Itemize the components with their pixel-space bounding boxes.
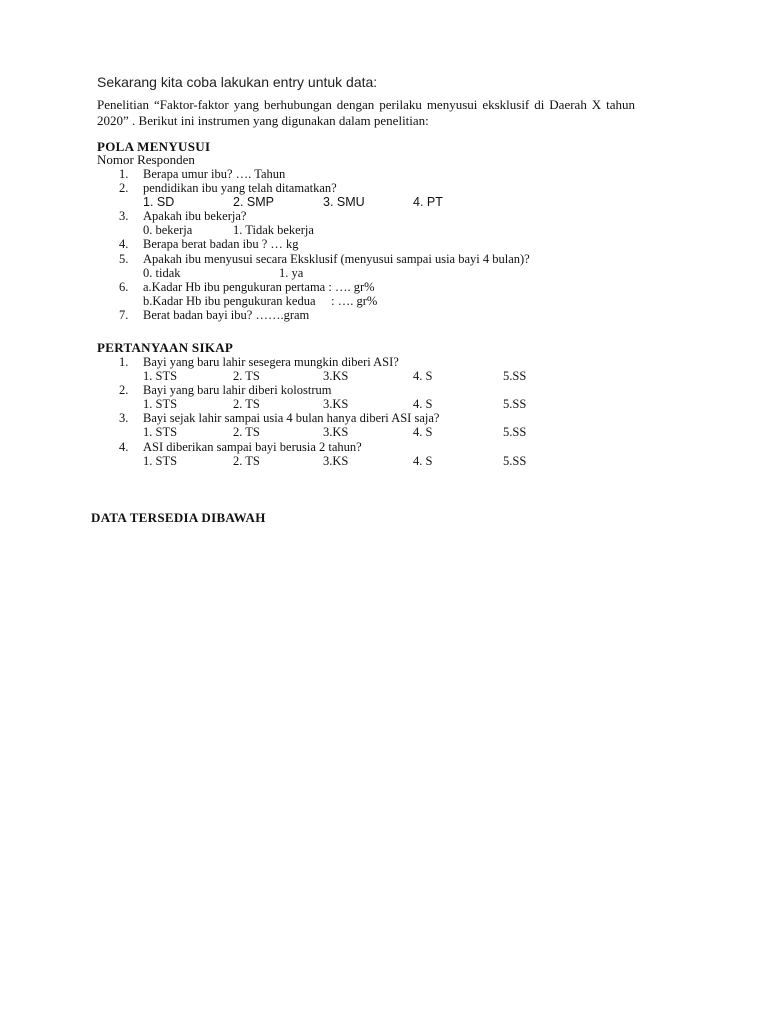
list-item bbox=[97, 294, 657, 308]
answer-option: 3. SMU bbox=[323, 195, 365, 210]
question-text: Bayi yang baru lahir sesegera mungkin diberi ASI? bbox=[143, 355, 399, 369]
scale-option: 2. TS bbox=[233, 369, 260, 384]
question-text: Berapa berat badan ibu ? … kg bbox=[143, 237, 299, 252]
list-item bbox=[97, 308, 657, 322]
list-item bbox=[97, 383, 657, 397]
scale-option: 5.SS bbox=[503, 369, 527, 384]
answer-option: 1. SD bbox=[143, 195, 175, 210]
question-text: ASI diberikan sampai bayi berusia 2 tahun? bbox=[143, 439, 362, 454]
scale-option: 3.KS bbox=[323, 397, 349, 412]
item-number: 3. bbox=[119, 209, 129, 224]
question-text: pendidikan ibu yang telah ditamatkan? bbox=[143, 181, 337, 196]
scale-option: 4. S bbox=[413, 369, 433, 384]
item-number: 6. bbox=[119, 279, 129, 294]
item-number: 2. bbox=[119, 181, 129, 196]
list-item bbox=[97, 440, 657, 454]
scale-options-row bbox=[97, 369, 657, 383]
item-number: 4. bbox=[119, 237, 129, 252]
answer-option: 0. tidak bbox=[143, 265, 181, 280]
scale-option: 4. S bbox=[413, 453, 433, 468]
list-item bbox=[97, 237, 657, 251]
answer-option: 1. ya bbox=[279, 265, 304, 280]
scale-option: 2. TS bbox=[233, 453, 260, 468]
question-text: b.Kadar Hb ibu pengukuran kedua : …. gr% bbox=[143, 293, 378, 308]
list-item bbox=[97, 280, 657, 294]
research-paragraph: Penelitian “Faktor-faktor yang berhubungan dengan perilaku menyusui eksklusif di Daerah X tahun 2020” . Berikut ini instrumen yang digunakan dalam penelitian: bbox=[97, 97, 635, 128]
question-text: Berat badan bayi ibu? …….gram bbox=[143, 307, 310, 322]
item-number: 4. bbox=[119, 439, 129, 454]
item-number: 2. bbox=[119, 383, 129, 398]
answer-option: 0. bekerja bbox=[143, 223, 193, 238]
pola-menyusui-heading: POLA MENYUSUI bbox=[97, 139, 211, 154]
scale-option: 4. S bbox=[413, 425, 433, 440]
scale-option: 1. STS bbox=[143, 425, 178, 440]
list-item bbox=[97, 252, 657, 266]
item-number: 1. bbox=[119, 355, 129, 369]
list-item bbox=[97, 181, 657, 195]
question-text: Apakah ibu menyusui secara Eksklusif (menyusui sampai usia bayi 4 bulan)? bbox=[143, 251, 530, 266]
list-item bbox=[97, 209, 657, 223]
scale-option: 1. STS bbox=[143, 397, 178, 412]
scale-option: 5.SS bbox=[503, 397, 527, 412]
scale-option: 4. S bbox=[413, 397, 433, 412]
list-item bbox=[97, 355, 657, 369]
question-text: Bayi yang baru lahir diberi kolostrum bbox=[143, 383, 332, 398]
scale-options-row bbox=[97, 397, 657, 411]
scale-option: 2. TS bbox=[233, 397, 260, 412]
item-number: 3. bbox=[119, 411, 129, 426]
scale-option: 3.KS bbox=[323, 453, 349, 468]
data-footer-heading: DATA TERSEDIA DIBAWAH bbox=[91, 510, 266, 525]
answer-option: 4. PT bbox=[413, 195, 443, 210]
item-number: 7. bbox=[119, 307, 129, 322]
question-text: Bayi sejak lahir sampai usia 4 bulan hanya diberi ASI saja? bbox=[143, 411, 440, 426]
scale-options-row bbox=[97, 425, 657, 439]
question-text: Apakah ibu bekerja? bbox=[143, 209, 247, 224]
question-text: Berapa umur ibu? …. Tahun bbox=[143, 167, 286, 181]
scale-option: 5.SS bbox=[503, 453, 527, 468]
question-text: a.Kadar Hb ibu pengukuran pertama : …. gr% bbox=[143, 279, 375, 294]
answer-option: 2. SMP bbox=[233, 195, 274, 210]
item-number: 1. bbox=[119, 167, 129, 181]
answer-options-row bbox=[97, 223, 657, 237]
list-item bbox=[97, 167, 657, 181]
pertanyaan-sikap-heading: PERTANYAAN SIKAP bbox=[97, 340, 234, 355]
item-number: 5. bbox=[119, 251, 129, 266]
nomor-responden-label: Nomor Responden bbox=[97, 152, 195, 167]
scale-option: 1. STS bbox=[143, 369, 178, 384]
answer-options-row bbox=[97, 266, 657, 280]
answer-option: 1. Tidak bekerja bbox=[233, 223, 314, 238]
scale-option: 1. STS bbox=[143, 453, 178, 468]
scale-option: 3.KS bbox=[323, 369, 349, 384]
scale-option: 3.KS bbox=[323, 425, 349, 440]
scale-option: 5.SS bbox=[503, 425, 527, 440]
list-item bbox=[97, 411, 657, 425]
answer-options-row bbox=[97, 195, 657, 209]
scale-options-row bbox=[97, 454, 657, 468]
intro-text: Sekarang kita coba lakukan entry untuk data: bbox=[97, 74, 378, 90]
scale-option: 2. TS bbox=[233, 425, 260, 440]
pola-menyusui-list bbox=[97, 167, 657, 322]
pertanyaan-sikap-list bbox=[97, 355, 657, 468]
